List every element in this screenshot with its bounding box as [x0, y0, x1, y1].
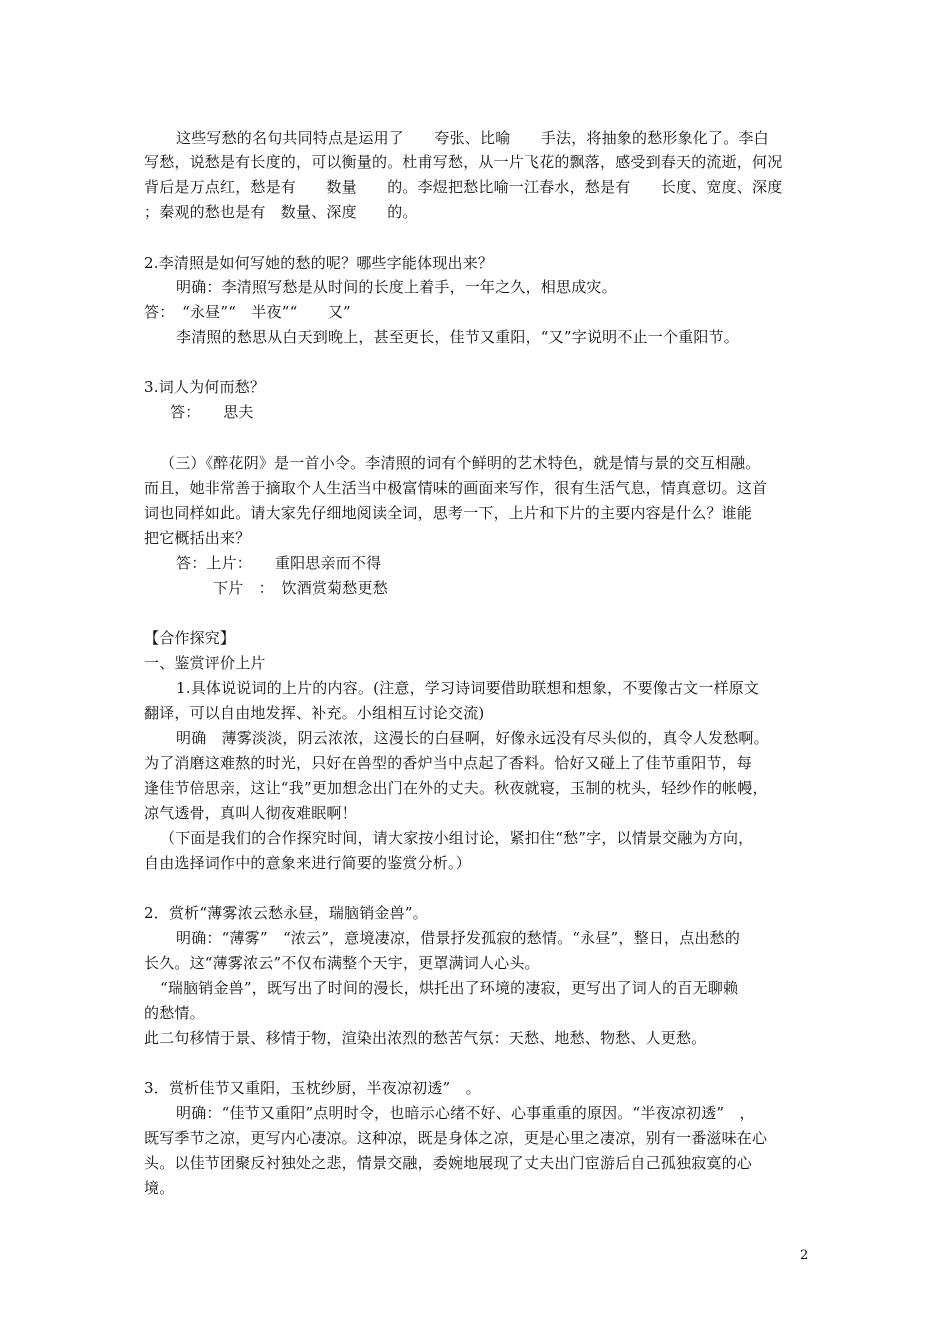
question-heading: 2．赏析“薄雾浓云愁永昼，瑞脑销金兽”。 [144, 904, 428, 922]
text-line: 1.具体说说词的上片的内容。(注意，学习诗词要借助联想和想象，不要像古文一样原文 [176, 679, 760, 697]
text-line: 既写季节之凉，更写内心凄凉。这种凉，既是身体之凉，更是心里之凄凉，别有一番滋味在心 [144, 1129, 768, 1147]
text-line: 而且，她非常善于摘取个人生活当中极富情味的画面来写作，很有生活气息，情真意切。这首 [144, 479, 768, 497]
text-line: 李清照的愁思从白天到晚上，甚至更长，佳节又重阳，“又”字说明不止一个重阳节。 [176, 328, 739, 346]
question-heading: 3.词人为何而愁？ [144, 378, 266, 396]
text-line: 这些写愁的名句共同特点是运用了 夸张、比喻 手法，将抽象的愁形象化了。李白 [176, 129, 769, 147]
text-line: 头。以佳节团聚反衬独处之悲，情景交融，委婉地展现了丈夫出门宦游后自己孤独寂寞的心 [144, 1154, 753, 1172]
text-line: 明确：李清照写愁是从时间的长度上着手，一年之久，相思成灾。 [176, 278, 617, 296]
question-heading: 3．赏析佳节又重阳，玉枕纱厨，半夜凉初透” 。 [144, 1079, 481, 1097]
text-line: 词也同样如此。请大家先仔细地阅读全词，思考一下，上片和下片的主要内容是什么？谁能 [144, 504, 753, 522]
page-number: 2 [800, 1248, 809, 1263]
answer-line: 答： “永昼”“ 半夜”“ 又” [144, 303, 351, 321]
answer-line: 下片 ： 饮酒赏菊愁更愁 [213, 579, 388, 597]
text-line: 明确：“薄雾” “浓云”，意境凄凉，借景抒发孤寂的愁情。“永昼”，整日，点出愁的 [176, 929, 741, 947]
question-heading: 2.李清照是如何写她的愁的呢？哪些字能体现出来？ [144, 254, 494, 272]
text-line: 境。 [144, 1179, 175, 1197]
text-line: 凉气透骨，真叫人彻夜难眠啊！ [144, 804, 357, 822]
section-heading: 【合作探究】 [144, 629, 236, 647]
text-line: 明确：“佳节又重阳”点明时令，也暗示心绪不好、心事重重的原因。“半夜凉初透” ， [176, 1104, 755, 1122]
text-line: 写愁，说愁是有长度的，可以衡量的。杜甫写愁，从一片飞花的飘落，感受到春天的流逝，何况 [144, 153, 783, 171]
text-line: 把它概括出来？ [144, 529, 251, 547]
text-line: （下面是我们的合作探究时间，请大家按小组讨论，紧扣住“愁”字，以情景交融为方向， [160, 829, 754, 847]
text-line: 背后是万点红，愁是有 数量 的。李煜把愁比喻一江春水，愁是有 长度、宽度、深度 [144, 178, 783, 196]
text-line: （三）《醉花阴》是一首小令。李清照的词有个鲜明的艺术特色，就是情与景的交互相融。 [160, 454, 761, 472]
text-line: 长久。这“薄雾浓云”不仅布满整个天宇，更罩满词人心头。 [144, 954, 540, 972]
text-line: 此二句移情于景、移情于物，渲染出浓烈的愁苦气氛：天愁、地愁、物愁、人更愁。 [144, 1029, 707, 1047]
subsection-heading: 一、鉴赏评价上片 [144, 654, 266, 672]
text-line: 逢佳节倍思亲，这让“我”更加想念出门在外的丈夫。秋夜就寝，玉制的枕头，轻纱作的帐幔， [144, 779, 768, 797]
text-line: 的愁情。 [144, 1004, 205, 1022]
answer-line: 答： 思夫 [170, 403, 254, 421]
text-line: 明确 薄雾淡淡，阴云浓浓，这漫长的白昼啊，好像永远没有尽头似的，真令人发愁啊。 [176, 729, 769, 747]
text-line: 为了消磨这难熬的时光，只好在兽型的香炉当中点起了香料。恰好又碰上了佳节重阳节，每 [144, 754, 753, 772]
text-line: 自由选择词作中的意象来进行简要的鉴赏分析。） [144, 854, 471, 872]
text-line: 翻译，可以自由地发挥、补充。小组相互讨论交流) [144, 704, 485, 722]
text-line: ；秦观的愁也是有 数量、深度 的。 [144, 203, 418, 221]
answer-line: 答：上片： 重阳思亲而不得 [176, 554, 382, 572]
text-line: “瑞脑销金兽”，既写出了时间的漫长，烘托出了环境的凄寂，更写出了词人的百无聊赖 [160, 979, 739, 997]
